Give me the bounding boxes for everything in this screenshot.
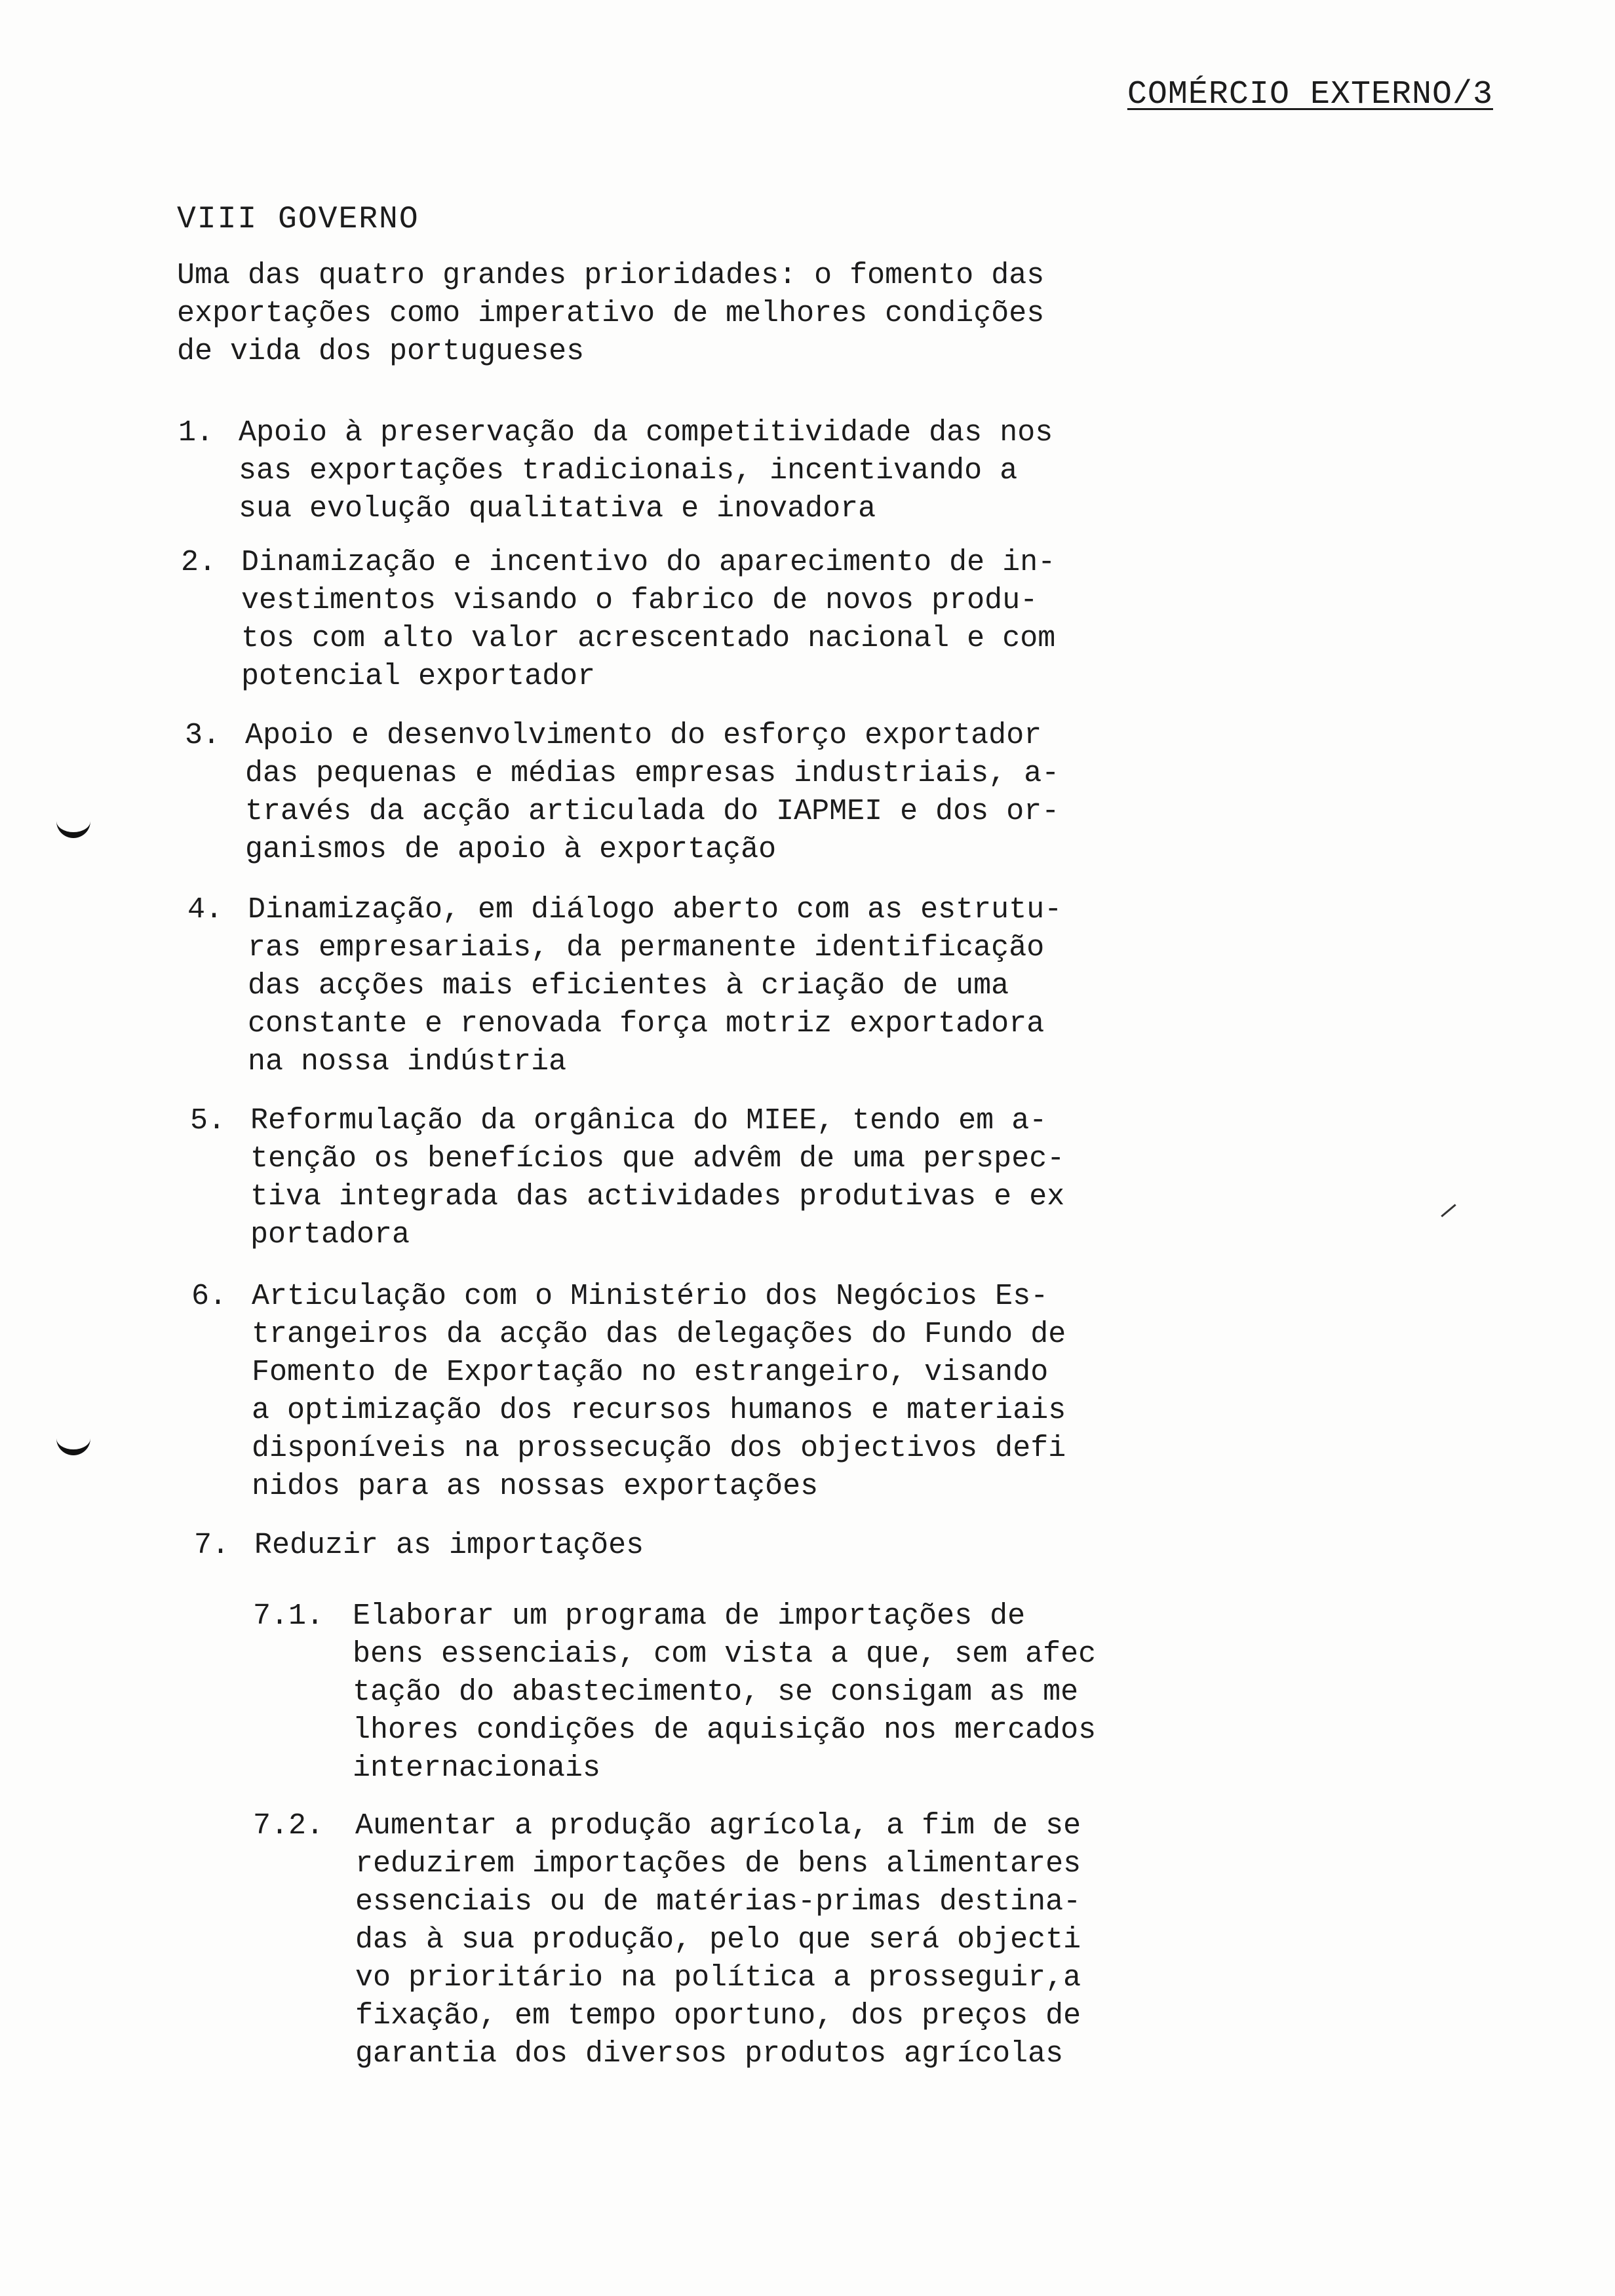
sub-list-item-number: 7.2.: [253, 1809, 324, 1843]
list-item-text: Dinamização, em diálogo aberto com as estrutu- ras empresariais, da permanente identificação das acções mais eficientes à criação de uma constante e renovada força motriz exportadora na nossa indústria: [248, 893, 1062, 1079]
list-item-number: 6.: [191, 1280, 227, 1313]
list-item-number: 4.: [187, 893, 224, 927]
list-item-text: Reduzir as importações: [254, 1529, 644, 1562]
government-title: VIII GOVERNO: [177, 202, 419, 237]
margin-check-mark: [56, 1438, 90, 1455]
page-reference: COMÉRCIO EXTERNO/3: [1127, 76, 1493, 113]
intro-paragraph: Uma das quatro grandes prioridades: o fomento das exportações como imperativo de melhores condições de vida dos portugueses: [177, 259, 1045, 368]
list-item-text: Articulação com o Ministério dos Negócios Es- trangeiros da acção das delegações do Fundo de Fomento de Exportação no estrangeiro, visando a optimização dos recursos humanos e materiais disponíveis na prossecução dos objectivos defi nidos para as nossas exportações: [252, 1280, 1066, 1503]
list-item-text: Apoio e desenvolvimento do esforço exportador das pequenas e médias empresas industriais, a- través da acção articulada do IAPMEI e dos or- ganismos de apoio à exportação: [245, 719, 1060, 866]
list-item-number: 1.: [178, 416, 214, 450]
margin-check-mark: [56, 820, 90, 838]
margin-pencil-mark: [1441, 1204, 1456, 1217]
list-item-number: 2.: [181, 546, 217, 579]
sub-list-item-number: 7.1.: [253, 1599, 324, 1633]
sub-list-item-text: Aumentar a produção agrícola, a fim de se reduzirem importações de bens alimentares essenciais ou de matérias-primas destina- das à sua produção, pelo que será objecti vo prioritário na política a prosseguir,a fixação, em tempo oportuno, dos preços de garantia dos diversos produtos agrícolas: [355, 1809, 1081, 2071]
list-item-number: 3.: [185, 719, 221, 752]
list-item-number: 5.: [190, 1104, 226, 1138]
list-item-text: Apoio à preservação da competitividade das nos sas exportações tradicionais, incentivando a sua evolução qualitativa e inovadora: [239, 416, 1053, 526]
list-item-text: Dinamização e incentivo do aparecimento de in- vestimentos visando o fabrico de novos produ- tos com alto valor acrescentado nacional e com potencial exportador: [241, 546, 1056, 693]
list-item-text: Reformulação da orgânica do MIEE, tendo em a- tenção os benefícios que advêm de uma perspec- tiva integrada das actividades produtivas e ex portadora: [250, 1104, 1065, 1252]
sub-list-item-text: Elaborar um programa de importações de bens essenciais, com vista a que, sem afec tação do abastecimento, se consigam as me lhores condições de aquisição nos mercados internacionais: [353, 1599, 1097, 1785]
list-item-number: 7.: [194, 1529, 230, 1562]
